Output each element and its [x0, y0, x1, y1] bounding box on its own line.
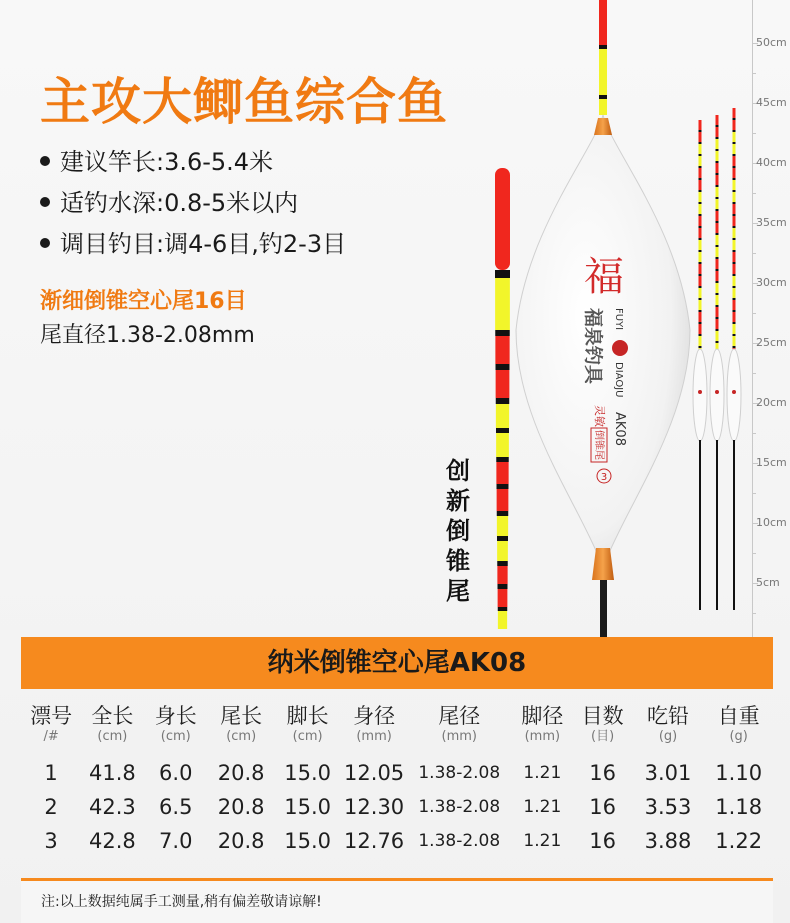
table-cell: 42.3: [89, 795, 136, 819]
small-float-tail-band: [699, 142, 702, 144]
small-float-tail-band: [733, 154, 736, 156]
header-unit: (cm): [292, 729, 323, 744]
table-body: [21, 746, 773, 858]
table-cell: 12.76: [344, 829, 405, 853]
small-float-tail-band: [716, 185, 719, 187]
small-float-tail-segment: [699, 240, 702, 250]
header-unit: (mm): [441, 729, 478, 744]
tail-segment: [495, 270, 510, 278]
small-float-tail-segment: [716, 319, 719, 329]
table-cell: 16: [589, 761, 616, 785]
small-float-tail-segment: [733, 168, 736, 178]
small-float-tail-band: [699, 226, 702, 228]
ruler-tick-minor: [752, 313, 756, 314]
float-stem: [600, 580, 607, 640]
small-float-tail-band: [716, 233, 719, 235]
table-cell: 3.01: [644, 761, 692, 785]
small-float-tail-band: [699, 310, 702, 312]
table-header-row: [21, 690, 773, 746]
table-cell: 20.8: [217, 829, 265, 853]
small-float-stem: [699, 440, 701, 610]
header-unit: (cm): [160, 729, 191, 744]
tail-segment: [496, 398, 510, 404]
small-float-tail-segment: [733, 288, 736, 298]
ruler-label: 40cm: [756, 156, 787, 169]
small-float-tail-band: [716, 341, 719, 343]
table-row: [21, 746, 773, 790]
small-float: [693, 120, 707, 610]
header-unit: (g): [729, 729, 748, 744]
small-float: [710, 115, 724, 610]
small-float-tail-band: [716, 257, 719, 259]
table-cell: 1.38-2.08: [418, 831, 501, 851]
brand-en-1: FUYI: [613, 308, 624, 331]
small-float-tail-segment: [716, 283, 719, 293]
small-float-tail-band: [716, 209, 719, 211]
small-float-tail-segment: [733, 204, 736, 214]
small-float-tail-band: [733, 238, 736, 240]
ruler-tick-minor: [752, 433, 756, 434]
small-float-body: [727, 349, 741, 441]
table-cell: 1.21: [523, 831, 562, 851]
small-float-tail-segment: [699, 144, 702, 154]
table-header-cell: [574, 690, 632, 746]
table-cell: 6.0: [159, 761, 193, 785]
ruler-label: 10cm: [756, 516, 787, 529]
table-header-cell: [511, 690, 573, 746]
header-label: 自重: [717, 704, 760, 728]
small-float-tail-segment: [716, 331, 719, 341]
small-float-tail-band: [733, 166, 736, 168]
small-float-tail-segment: [733, 312, 736, 322]
tail-segment: [496, 433, 509, 457]
small-float-tail-segment: [716, 151, 719, 161]
logo-char: 福: [584, 254, 624, 300]
small-float-tail-band: [699, 238, 702, 240]
tag-1: 灵敏: [593, 405, 606, 427]
spec-water-depth: 适钓水深:0.8-5米以内: [40, 183, 346, 224]
small-float-tail-band: [733, 226, 736, 228]
ruler-tick-minor: [752, 253, 756, 254]
table-cell: 12.30: [344, 795, 405, 819]
header-label: 全长: [91, 704, 134, 728]
ruler-label: 25cm: [756, 336, 787, 349]
header-label: 身长: [154, 704, 197, 728]
small-float-tail-segment: [733, 228, 736, 238]
table-cell: 3.53: [644, 795, 692, 819]
tag-2: 倒锥尾: [593, 430, 604, 460]
small-float-tail-band: [733, 310, 736, 312]
ruler-label: 30cm: [756, 276, 787, 289]
table-cell: 15.0: [284, 761, 332, 785]
header-label: 漂号: [30, 704, 73, 728]
small-float-tail-segment: [716, 127, 719, 137]
tail-segment: [496, 428, 509, 433]
small-float-tail-band: [733, 202, 736, 204]
small-float-tail-segment: [716, 139, 719, 149]
small-float-tail-band: [716, 125, 719, 127]
table-cell: 1.22: [715, 829, 763, 853]
small-float-tail-band: [716, 269, 719, 271]
ruler-tick-minor: [752, 193, 756, 194]
small-float-tail-segment: [733, 180, 736, 190]
table-cell: 3.88: [644, 829, 692, 853]
small-float-tail-band: [716, 293, 719, 295]
gold-collar-top: [594, 118, 612, 135]
small-float-tail-segment: [733, 240, 736, 250]
ruler-tick-minor: [752, 553, 756, 554]
tail-segment: [497, 541, 508, 561]
small-float-tail-segment: [716, 211, 719, 221]
tail-segment: [496, 370, 510, 398]
small-float-tail-band: [699, 166, 702, 168]
table-row: [21, 790, 773, 824]
table-title: 纳米倒锥空心尾AK08: [21, 637, 773, 689]
ruler-label: 15cm: [756, 456, 787, 469]
tail-segment: [496, 364, 510, 370]
table-cell: 3: [44, 829, 58, 853]
small-float-tail-segment: [699, 156, 702, 166]
small-float-tail-segment: [733, 276, 736, 286]
small-float-tail-segment: [716, 247, 719, 257]
spec-rod-length: 建议竿长:3.6-5.4米: [40, 142, 346, 183]
table-cell: 1.18: [715, 795, 763, 819]
small-float-tail-band: [716, 317, 719, 319]
small-float-tail-segment: [699, 192, 702, 202]
small-float-tail-band: [733, 118, 736, 120]
ruler-tick-minor: [752, 493, 756, 494]
small-float-tail-segment: [699, 264, 702, 274]
tail-segment: [497, 484, 509, 489]
brand-cn: 福泉钓具: [582, 308, 604, 385]
table-cell: 1: [44, 761, 58, 785]
small-float-tail-segment: [699, 228, 702, 238]
small-float-tail-segment: [699, 300, 702, 310]
table-header-cell: [21, 690, 81, 746]
header-unit: (g): [658, 729, 678, 744]
tail-segment: [498, 584, 508, 589]
tail-segment: [497, 489, 509, 511]
tail-segment: [497, 566, 507, 584]
small-float-tail-segment: [716, 115, 719, 125]
small-float-tail-segment: [716, 163, 719, 173]
ruler-line: [752, 0, 753, 640]
table-header-cell: [632, 690, 705, 746]
small-float-tail-band: [699, 322, 702, 324]
small-float-tail-band: [716, 161, 719, 163]
small-float-tail-band: [699, 178, 702, 180]
header-label: 目数: [581, 704, 624, 728]
small-float-tail-band: [733, 190, 736, 192]
table-cell: 16: [589, 829, 616, 853]
small-float-tail-segment: [716, 307, 719, 317]
header-label: 脚长: [286, 704, 329, 728]
small-float-tail-segment: [699, 324, 702, 334]
small-float-tail-band: [733, 130, 736, 132]
ruler-tick-minor: [752, 613, 756, 614]
tail-segment: [496, 404, 509, 428]
small-float-logo-icon: [715, 390, 719, 394]
table-cell: 12.05: [344, 761, 405, 785]
tail-segment: [497, 536, 508, 541]
tail-segment: [497, 511, 509, 516]
tail-segment: [498, 589, 508, 607]
small-float-tail-segment: [716, 199, 719, 209]
note-text: 注:以上数据纯属手工测量,稍有偏差敬请谅解!: [41, 894, 322, 910]
header-label: 尾长: [220, 704, 263, 728]
small-float-tail-band: [699, 154, 702, 156]
small-float-stem: [716, 440, 718, 610]
small-float-tail-segment: [733, 108, 736, 118]
table-cell: 20.8: [217, 795, 265, 819]
tail-segment: [495, 278, 510, 330]
small-float-tail-segment: [733, 216, 736, 226]
small-float-logo-icon: [732, 390, 736, 394]
small-float-tail-band: [716, 137, 719, 139]
small-float-tail-band: [716, 197, 719, 199]
tail-segment: [497, 516, 508, 536]
small-float-tail-segment: [699, 312, 702, 322]
table-cell: 20.8: [217, 761, 265, 785]
small-float-tail-band: [699, 274, 702, 276]
table-header-cell: [208, 690, 274, 746]
main-tail-segment: [599, 99, 607, 115]
small-float-tail-band: [716, 245, 719, 247]
small-float-tail-segment: [716, 235, 719, 245]
small-float-tail-segment: [699, 252, 702, 262]
header-unit: (cm): [226, 729, 257, 744]
small-float-tail-band: [733, 346, 736, 348]
headline: 主攻大鲫鱼综合鱼: [40, 73, 448, 131]
tail-tip-red: [495, 168, 510, 270]
main-tail-segments: [599, 45, 607, 115]
small-float-tail-band: [733, 322, 736, 324]
small-float-tail-segment: [699, 216, 702, 226]
ruler-tick-minor: [752, 133, 756, 134]
header-label: 身径: [353, 704, 396, 728]
table-header-cell: [341, 690, 407, 746]
ruler-label: 35cm: [756, 216, 787, 229]
table-cell: 1.38-2.08: [418, 763, 501, 783]
small-float-tail-band: [716, 329, 719, 331]
small-float-tail-segment: [716, 271, 719, 281]
small-float-body: [693, 349, 707, 441]
table-header-cell: [81, 690, 143, 746]
main-tail-segment: [599, 45, 607, 49]
small-float: [727, 108, 741, 610]
table-header-cell: [274, 690, 340, 746]
table-cell: 16: [589, 795, 616, 819]
loose-tail: [495, 168, 510, 629]
ruler-label: 45cm: [756, 96, 787, 109]
small-float-tail-band: [716, 305, 719, 307]
small-float-tail-segment: [699, 336, 702, 346]
model-text: AK08: [612, 412, 627, 446]
ruler-tick-minor: [752, 73, 756, 74]
small-float-tail-band: [699, 262, 702, 264]
table-cell: 1.10: [715, 761, 763, 785]
small-float-tail-segment: [733, 336, 736, 346]
small-float-stem: [733, 440, 735, 610]
small-float-tail-segment: [699, 132, 702, 142]
tail-segment: [496, 462, 508, 484]
header-unit: (mm): [524, 729, 561, 744]
small-float-tail-band: [733, 334, 736, 336]
small-float-tail-segment: [733, 192, 736, 202]
small-float-tail-segment: [733, 144, 736, 154]
small-float-logo-icon: [698, 390, 702, 394]
small-float-tail-segment: [733, 264, 736, 274]
small-float-tail-band: [716, 221, 719, 223]
small-float-tail-segment: [733, 324, 736, 334]
size-number: 3: [600, 472, 608, 483]
table-header-cell: [407, 690, 511, 746]
small-float-tail-band: [699, 286, 702, 288]
small-float-tail-segment: [733, 120, 736, 130]
small-float-tail-band: [733, 250, 736, 252]
tail-segments: [495, 270, 510, 629]
small-float-tail-segment: [699, 276, 702, 286]
small-float-tail-band: [733, 274, 736, 276]
small-float-tail-segment: [733, 300, 736, 310]
small-float-tail-band: [699, 202, 702, 204]
tail-name: 渐细倒锥空心尾16目: [40, 289, 247, 314]
main-tail-segment: [599, 95, 607, 99]
ruler: [752, 0, 790, 640]
header-unit: (cm): [97, 729, 128, 744]
vertical-label-text: 创 新 倒 锥 尾: [446, 457, 470, 605]
small-float-tail-band: [733, 298, 736, 300]
small-float-tail-band: [699, 250, 702, 252]
small-float-tail-band: [733, 286, 736, 288]
table-cell: 42.8: [89, 829, 136, 853]
tail-segment: [497, 561, 508, 566]
ruler-label: 50cm: [756, 36, 787, 49]
small-float-tail-segment: [716, 187, 719, 197]
table-cell: 15.0: [284, 795, 332, 819]
small-float-tail-segment: [716, 175, 719, 185]
header-unit: (目): [591, 729, 615, 744]
small-float-tail-band: [699, 214, 702, 216]
small-float-tail-band: [716, 281, 719, 283]
small-float-tail-band: [699, 190, 702, 192]
small-float-tail-band: [733, 214, 736, 216]
small-float-tail-segment: [699, 288, 702, 298]
table-cell: 7.0: [159, 829, 193, 853]
table-row: [21, 824, 773, 858]
table-header-cell: [704, 690, 773, 746]
small-float-tail-band: [716, 149, 719, 151]
seal-icon: [612, 340, 628, 356]
tail-segment: [495, 336, 509, 364]
table-cell: 6.5: [159, 795, 193, 819]
table-header-cell: [144, 690, 208, 746]
table-cell: 1.38-2.08: [418, 797, 501, 817]
small-float-body: [710, 349, 724, 441]
main-float: [516, 0, 690, 640]
ruler-label: 5cm: [756, 576, 780, 589]
header-unit: (mm): [356, 729, 392, 744]
small-float-tail-segment: [716, 295, 719, 305]
small-float-tail-segment: [699, 180, 702, 190]
small-float-tail-segment: [699, 204, 702, 214]
table-cell: 15.0: [284, 829, 332, 853]
main-tail-segment: [599, 49, 607, 95]
main-tail-red: [599, 0, 607, 45]
small-float-tail-segment: [733, 132, 736, 142]
small-float-tail-band: [699, 334, 702, 336]
small-float-tail-band: [733, 178, 736, 180]
small-float-tail-band: [699, 346, 702, 348]
note-bar: [21, 878, 773, 923]
tail-segment: [496, 457, 509, 462]
small-float-tail-band: [733, 142, 736, 144]
small-float-tail-segment: [699, 120, 702, 130]
header-label: 吃铅: [647, 704, 690, 728]
tail-diameter: 尾直径1.38-2.08mm: [40, 323, 255, 348]
tail-segment: [498, 611, 507, 629]
small-float-tail-band: [699, 298, 702, 300]
small-float-tail-segment: [716, 223, 719, 233]
spec-adjust: 调目钓目:调4-6目,钓2-3目: [40, 224, 346, 265]
tail-segment: [498, 607, 508, 611]
small-float-tail-segment: [699, 168, 702, 178]
small-float-tail-segment: [716, 259, 719, 269]
header-label: 脚径: [521, 704, 564, 728]
ruler-tick-minor: [752, 373, 756, 374]
small-float-tail-segment: [733, 156, 736, 166]
table-cell: 1.21: [523, 797, 562, 817]
small-float-tail-band: [733, 262, 736, 264]
table-cell: 41.8: [89, 761, 136, 785]
brand-en-2: DIAOJU: [613, 362, 624, 398]
table-cell: 2: [44, 795, 58, 819]
small-float-tail-segment: [733, 252, 736, 262]
table-cell: 1.21: [523, 763, 562, 783]
header-label: 尾径: [438, 704, 481, 728]
small-float-tail-band: [699, 130, 702, 132]
small-float-tail-band: [716, 173, 719, 175]
spec-table: [21, 690, 773, 858]
tail-segment: [495, 330, 510, 336]
small-floats: [693, 108, 741, 610]
header-unit: /#: [43, 729, 59, 744]
ruler-label: 20cm: [756, 396, 787, 409]
gold-collar-bottom: [592, 548, 614, 580]
